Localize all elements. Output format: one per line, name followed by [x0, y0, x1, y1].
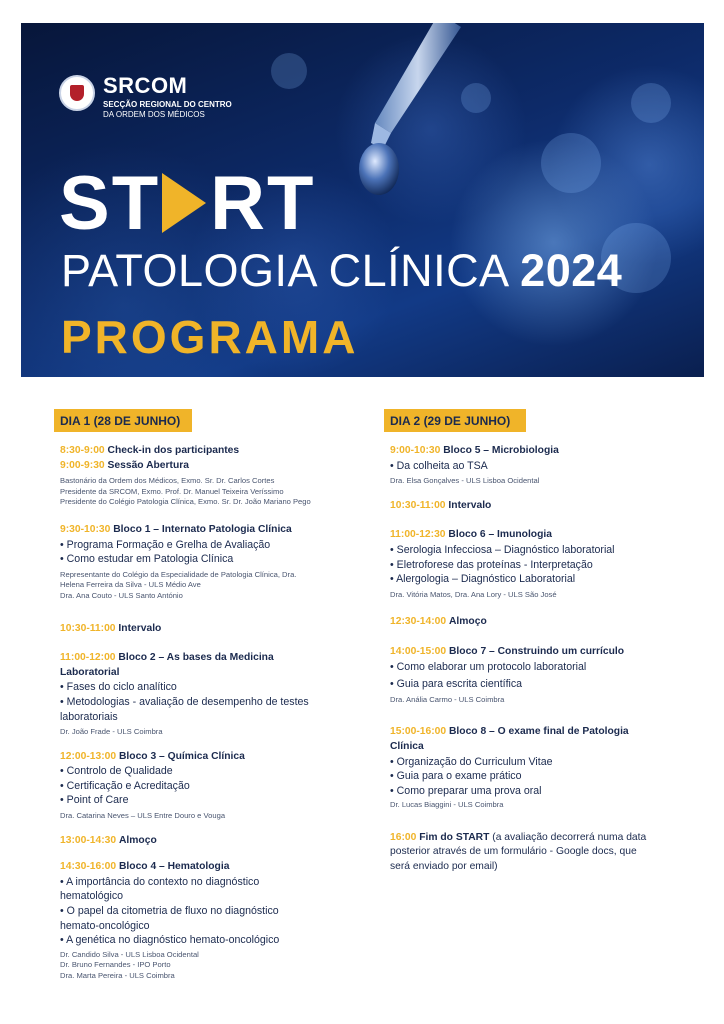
session-title: Almoço — [118, 834, 157, 846]
topic-bullet: • Guia para o exame prático — [390, 770, 522, 783]
session-title: Clínica — [390, 740, 424, 752]
topic-bullet: • Guia para escrita científica — [390, 678, 523, 691]
topic-bullet: laboratoriais — [60, 710, 118, 723]
session-checkin — [60, 444, 354, 508]
bokeh-light — [271, 53, 307, 89]
topic-bullet: • O papel da citometria de fluxo no diagnóstico — [60, 905, 279, 918]
programa-heading: PROGRAMA — [61, 311, 359, 363]
topic-bullet: • Como elaborar um protocolo laboratorial — [390, 660, 587, 673]
topic-bullet: • Certificação e Acreditação — [60, 779, 190, 792]
speaker-note: Dra. Elsa Gonçalves - ULS Lisboa Ocidental — [390, 476, 540, 486]
event-year: 2024 — [520, 245, 623, 296]
srcom-logo — [59, 73, 232, 121]
topic-bullet: • Como estudar em Patologia Clínica — [60, 553, 234, 566]
topic-bullet: • Point of Care — [60, 794, 129, 807]
start-title — [59, 160, 316, 246]
session-bloco2 — [60, 651, 354, 738]
closing-note: posterior através de um formulário - Google docs, que — [390, 846, 637, 858]
day1-column — [54, 409, 354, 982]
speaker-note: Dr. João Frade - ULS Coimbra — [60, 727, 163, 737]
session-title: Sessão Abertura — [107, 459, 189, 471]
session-almoco — [60, 834, 354, 849]
session-time: 11:00-12:00 — [60, 652, 116, 664]
session-title: Bloco 3 – Química Clínica — [118, 750, 245, 762]
session-time: 16:00 — [390, 831, 417, 843]
hero-banner — [21, 23, 704, 377]
speaker-note: Dra. Catarina Neves – ULS Entre Douro e Vouga — [60, 811, 226, 821]
topic-bullet: • Alergologia – Diagnóstico Laboratorial — [390, 573, 576, 586]
session-title: Bloco 7 – Construindo um currículo — [448, 645, 625, 657]
session-title: Check-in dos participantes — [107, 445, 240, 456]
session-title: Laboratorial — [60, 666, 120, 678]
session-title: Bloco 6 – Imunologia — [448, 529, 552, 541]
session-time: 11:00-12:30 — [390, 529, 446, 541]
session-time: 10:30-11:00 — [390, 499, 446, 511]
bokeh-light — [461, 83, 491, 113]
pipette-dropper-image — [331, 23, 461, 203]
logo-name: SRCOM — [103, 73, 188, 98]
topic-bullet: • Eletroforese das proteínas - Interpretação — [390, 558, 593, 571]
closing-note: será enviado por email) — [390, 861, 498, 873]
speaker-note: Dr. Lucas Biaggini - ULS Coimbra — [390, 800, 504, 810]
session-time: 9:00-10:30 — [390, 445, 441, 456]
topic-bullet: • Programa Formação e Grelha de Avaliação — [60, 538, 271, 551]
session-time: 8:30-9:00 — [60, 445, 105, 456]
speaker-note: Presidente da SRCOM, Exmo. Prof. Dr. Manuel Teixeira Veríssimo — [60, 486, 284, 496]
session-title: Intervalo — [448, 499, 492, 511]
session-bloco4 — [60, 860, 354, 981]
topic-bullet: • Controlo de Qualidade — [60, 765, 173, 778]
start-title-part: RT — [210, 160, 316, 246]
ordem-dos-medicos-seal-icon — [59, 75, 95, 111]
speaker-note: Representante do Colégio da Especialidade de Patologia Clínica, Dra. — [60, 569, 297, 579]
session-time: 15:00-16:00 — [390, 726, 447, 738]
session-fim — [390, 831, 684, 875]
session-time: 9:30-10:30 — [60, 523, 111, 535]
session-title: Fim do START — [419, 831, 490, 843]
topic-bullet: • Como preparar uma prova oral — [390, 784, 542, 797]
session-time: 14:30-16:00 — [60, 861, 117, 873]
session-bloco8 — [390, 725, 684, 811]
play-triangle-icon — [162, 173, 206, 233]
session-almoco — [390, 615, 684, 630]
session-time: 9:00-9:30 — [60, 459, 105, 471]
speaker-note: Dr. Candido Silva - ULS Lisboa Ocidental — [60, 949, 199, 959]
topic-bullet: • Fases do ciclo analítico — [60, 681, 177, 694]
closing-note: (a avaliação decorrerá numa data — [492, 831, 647, 843]
session-title: Bloco 4 – Hematologia — [118, 861, 230, 873]
subtitle-text: PATOLOGIA CLÍNICA — [61, 245, 508, 296]
session-intervalo — [390, 499, 684, 514]
session-bloco5 — [390, 444, 684, 487]
topic-bullet: hemato-oncológico — [60, 919, 150, 932]
session-time: 12:00-13:00 — [60, 750, 117, 762]
bokeh-light — [541, 133, 601, 193]
session-time: 13:00-14:30 — [60, 834, 117, 846]
topic-bullet: • Serologia Infecciosa – Diagnóstico laboratorial — [390, 543, 615, 556]
speaker-note: Helena Ferreira da Silva - ULS Médio Ave — [60, 580, 201, 590]
speaker-note: Dra. Ana Couto - ULS Santo António — [60, 590, 183, 600]
logo-subtitle: SECÇÃO REGIONAL DO CENTRO — [103, 100, 232, 109]
topic-bullet: • A importância do contexto no diagnóstico — [60, 875, 260, 888]
session-time: 14:00-15:00 — [390, 645, 447, 657]
session-title: Intervalo — [118, 622, 162, 634]
session-title: Bloco 2 – As bases da Medicina — [118, 652, 274, 664]
event-subtitle — [61, 245, 622, 297]
topic-bullet: • A genética no diagnóstico hemato-oncológico — [60, 934, 280, 947]
bokeh-light — [631, 83, 671, 123]
speaker-note: Dra. Vitória Matos, Dra. Ana Lory - ULS São José — [390, 589, 557, 599]
session-bloco3 — [60, 750, 354, 822]
speaker-note: Dra. Anália Carmo - ULS Coimbra — [390, 694, 505, 704]
session-bloco6 — [390, 528, 684, 600]
session-intervalo — [60, 622, 354, 637]
session-title: Bloco 1 – Internato Patologia Clínica — [113, 523, 292, 535]
speaker-note: Presidente do Colégio Patologia Clínica, Exmo. Sr. Dr. João Mariano Pego — [60, 497, 311, 507]
start-title-part: ST — [59, 160, 161, 246]
speaker-note: Bastonário da Ordem dos Médicos, Exmo. Sr. Dr. Carlos Cortes — [60, 476, 275, 486]
day1-label: DIA 1 (28 DE JUNHO) — [54, 409, 192, 432]
logo-subtitle: DA ORDEM DOS MÉDICOS — [103, 110, 205, 119]
session-time: 12:30-14:00 — [390, 616, 447, 628]
topic-bullet: • Organização do Curriculum Vitae — [390, 755, 553, 768]
day2-column — [384, 409, 684, 875]
topic-bullet: • Metodologias - avaliação de desempenho de testes — [60, 695, 309, 708]
session-title: Bloco 5 – Microbiologia — [443, 445, 559, 456]
session-title: Bloco 8 – O exame final de Patologia — [448, 726, 629, 738]
session-bloco7 — [390, 645, 684, 705]
topic-bullet: hematológico — [60, 890, 124, 903]
session-bloco1 — [60, 523, 354, 602]
session-time: 10:30-11:00 — [60, 622, 116, 634]
speaker-note: Dra. Marta Pereira - ULS Coimbra — [60, 971, 175, 980]
speaker-note: Dr. Bruno Fernandes - IPO Porto — [60, 960, 171, 970]
session-title: Almoço — [448, 616, 487, 628]
topic-bullet: • Da colheita ao TSA — [390, 459, 488, 472]
day2-label: DIA 2 (29 DE JUNHO) — [384, 409, 526, 432]
